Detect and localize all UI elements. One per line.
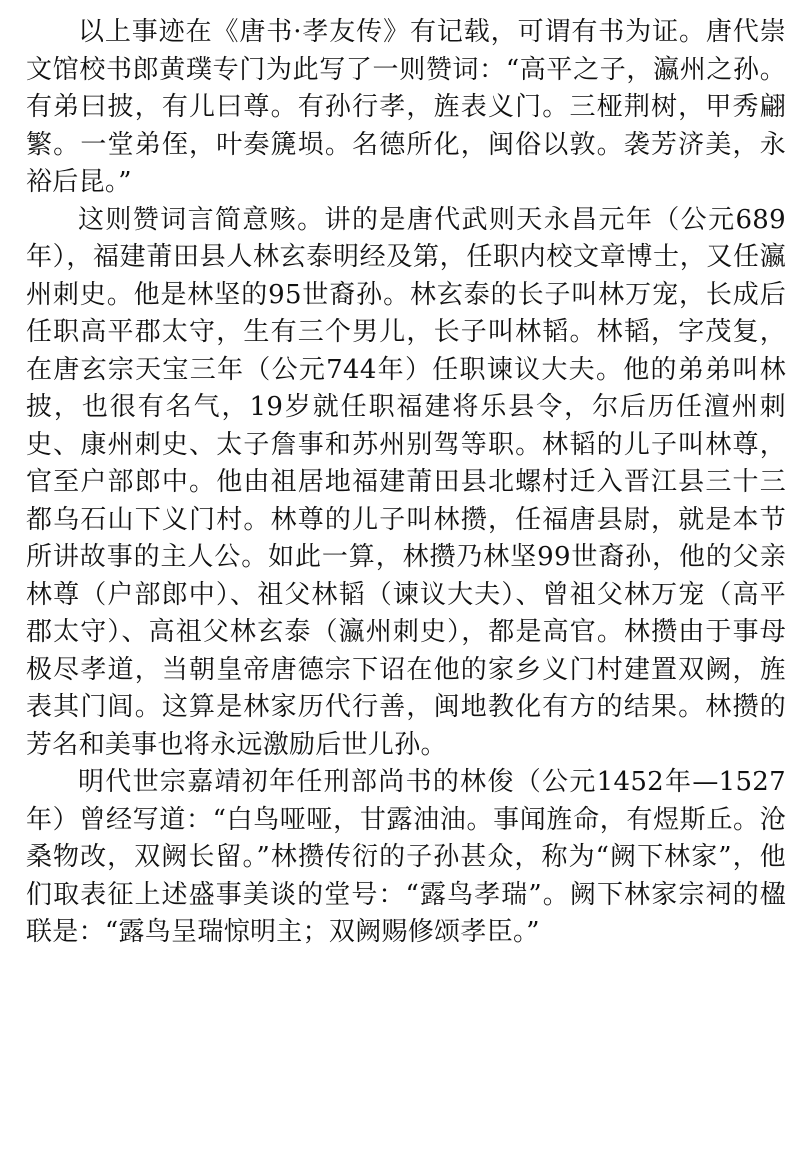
document-page (26, 14, 786, 952)
paragraph-2: 这则赞词言简意赅。讲的是唐代武则天永昌元年（公元689年），福建莆田县人林玄泰明经及第，任职内校文章博士，又任瀛州刺史。他是林坚的95世裔孙。林玄泰的长子叫林万宠，长成后任职高平郡太守，生有三个男儿，长子叫林韬。林韬，字茂复，在唐玄宗天宝三年（公元744年）任职谏议大夫。他的弟弟叫林披，也很有名气，19岁就任职福建将乐县令，尔后历任澶州刺史、康州刺史、太子詹事和苏州别驾等职。林韬的儿子叫林尊，官至户部郎中。他由祖居地福建莆田县北螺村迁入晋江县三十三都乌石山下义门村。林尊的儿子叫林攒，任福唐县尉，就是本节所讲故事的主人公。如此一算，林攒乃林坚99世裔孙，他的父亲林尊（户部郎中）、祖父林韬（谏议大夫）、曾祖父林万宠（高平郡太守）、高祖父林玄泰（瀛州刺史），都是高官。林攒由于事母极尽孝道，当朝皇帝唐德宗下诏在他的家乡义门村建置双阙，旌表其门闾。这算是林家历代行善，闽地教化有方的结果。林攒的芳名和美事也将永远激励后世儿孙。 (26, 204, 786, 760)
paragraph-3: 明代世宗嘉靖初年任刑部尚书的林俊（公元1452年—1527年）曾经写道：“白鸟哑哑，甘露油油。事闻旌命，有煜斯丘。沧桑物改，双阙长留。”林攒传衍的子孙甚众，称为“阙下林家”，他们取表征上述盛事美谈的堂号：“露鸟孝瑞”。阙下林家宗祠的楹联是：“露鸟呈瑞惊明主；双阙赐修颂孝臣。” (26, 767, 786, 947)
paragraph-1: 以上事迹在《唐书·孝友传》有记载，可谓有书为证。唐代崇文馆校书郎黄璞专门为此写了一则赞词：“高平之子，瀛州之孙。有弟曰披，有儿曰尊。有孙行孝，旌表义门。三桠荆树，甲秀翩繁。一堂弟侄，叶奏篪埙。名德所化，闽俗以敦。袭芳济美，永裕后昆。” (26, 17, 786, 197)
